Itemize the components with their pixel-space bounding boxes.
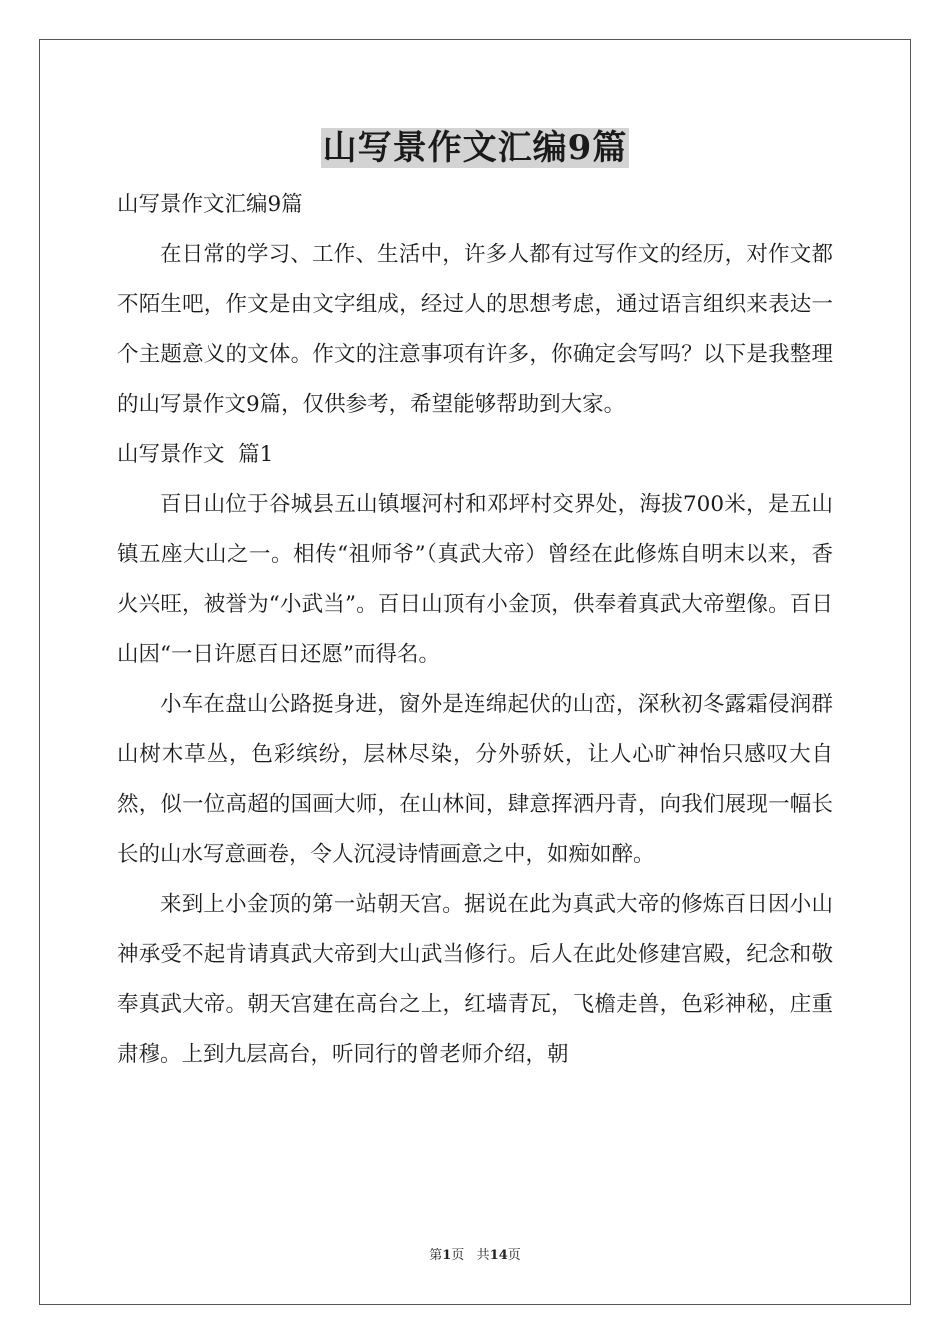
document-title [0,126,950,170]
body-paragraph: 小车在盘山公路挺身进，窗外是连绵起伏的山峦，深秋初冬露霜侵润群山树木草丛，色彩缤纷，层林尽染，分外骄妖，让人心旷神怡只感叹大自然，似一位高超的国画大师，在山林间，肆意挥洒丹青，向我们展现一幅长长的山水写意画卷，令人沉浸诗情画意之中，如痴如醉。 [117,692,833,867]
intro-paragraph: 在日常的学习、工作、生活中，许多人都有过写作文的经历，对作文都不陌生吧，作文是由文字组成，经过人的思想考虑，通过语言组织来表达一个主题意义的文体。作文的注意事项有许多，你确定会写吗？以下是我整理的山写景作文9篇，仅供参考，希望能够帮助到大家。 [117,242,833,417]
page-number-prefix: 第 [429,1248,443,1263]
body-paragraph: 百日山位于谷城县五山镇堰河村和邓坪村交界处，海拔700米，是五山镇五座大山之一。相传“祖师爷”（真武大帝）曾经在此修炼自明末以来，香火兴旺，被誉为“小武当”。百日山顶有小金顶，供奉着真武大帝塑像。百日山因“一日许愿百日还愿”而得名。 [117,492,833,667]
document-body [117,180,833,1080]
subtitle-line: 山写景作文汇编9篇 [117,192,303,217]
body-paragraph: 来到上小金顶的第一站朝天宫。据说在此为真武大帝的修炼百日因小山神承受不起肯请真武大帝到大山武当修行。后人在此处修建宫殿，纪念和敬奉真武大帝。朝天宫建在高台之上，红墙青瓦，飞檐走兽，色彩神秘，庄重肃穆。上到九层高台，听同行的曾老师介绍，朝 [117,892,833,1067]
current-page-number: 1 [442,1248,452,1263]
page-footer [0,1246,950,1266]
section-heading: 山写景作文 篇1 [117,442,274,467]
total-page-count: 14 [489,1248,508,1263]
document-title-text: 山写景作文汇编9篇 [322,128,628,168]
total-pages-prefix: 共 [476,1248,490,1263]
page-number-suffix: 页 [451,1248,465,1263]
total-pages-suffix: 页 [507,1248,521,1263]
